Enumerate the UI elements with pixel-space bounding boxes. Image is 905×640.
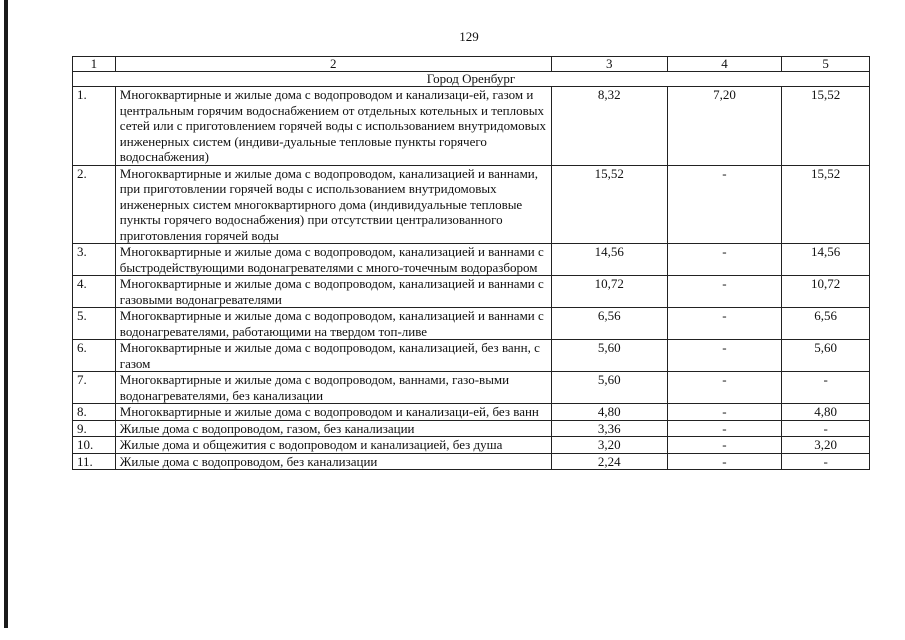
column-5-value: 3,20	[782, 437, 870, 454]
row-description-cell: Жилые дома с водопроводом, без канализации	[115, 453, 551, 470]
column-number-cell: 4	[667, 57, 782, 72]
column-4-value: -	[667, 340, 782, 372]
column-3-value: 4,80	[551, 404, 667, 421]
table-row	[73, 437, 870, 454]
column-3-value: 14,56	[551, 244, 667, 276]
row-description-cell: Многоквартирные и жилые дома с водопроводом и канализаци-ей, без ванн	[115, 404, 551, 421]
page-number: 129	[459, 29, 479, 44]
column-number-cell: 2	[115, 57, 551, 72]
column-4-value: -	[667, 404, 782, 421]
column-5-value: 15,52	[782, 87, 870, 166]
column-3-value: 2,24	[551, 453, 667, 470]
column-4-value: -	[667, 372, 782, 404]
column-number-cell: 3	[551, 57, 667, 72]
column-4-value: -	[667, 453, 782, 470]
section-title: Город Оренбург	[73, 72, 870, 87]
row-number-cell: 6.	[73, 340, 116, 372]
column-number-row	[73, 57, 870, 72]
table-row	[73, 308, 870, 340]
row-number-cell: 4.	[73, 276, 116, 308]
row-number-cell: 11.	[73, 453, 116, 470]
column-3-value: 3,36	[551, 420, 667, 437]
table-row	[73, 453, 870, 470]
row-description-cell: Многоквартирные и жилые дома с водопроводом и канализаци-ей, газом и центральным горячим водоснабжением от отдельных котельных и тепловых сетей или с приготовлением горячей воды с использованием внутридомовых инженерных систем (индиви-дуальные тепловые пункты горячего водоснабжения)	[115, 87, 551, 166]
table-row	[73, 420, 870, 437]
column-5-value: 4,80	[782, 404, 870, 421]
column-3-value: 10,72	[551, 276, 667, 308]
row-number-cell: 9.	[73, 420, 116, 437]
column-5-value: 5,60	[782, 340, 870, 372]
row-number-cell: 5.	[73, 308, 116, 340]
column-3-value: 3,20	[551, 437, 667, 454]
column-5-value: 10,72	[782, 276, 870, 308]
norms-table	[72, 56, 870, 470]
row-description-cell: Многоквартирные и жилые дома с водопроводом, канализацией и ваннами, при приготовлении горячей воды с использованием внутридомовых инженерных систем многоквартирного дома (индивидуальные тепловые пункты горячего водоснабжения) при отсутствии централизованного приготовления горячей воды	[115, 165, 551, 244]
table-row	[73, 244, 870, 276]
row-number-cell: 3.	[73, 244, 116, 276]
row-number-cell: 10.	[73, 437, 116, 454]
table-row	[73, 340, 870, 372]
column-3-value: 15,52	[551, 165, 667, 244]
scan-margin-bar	[4, 0, 8, 628]
column-3-value: 6,56	[551, 308, 667, 340]
column-5-value: 6,56	[782, 308, 870, 340]
row-description-cell: Многоквартирные и жилые дома с водопроводом, канализацией, без ванн, с газом	[115, 340, 551, 372]
column-4-value: -	[667, 420, 782, 437]
column-5-value: 14,56	[782, 244, 870, 276]
column-4-value: -	[667, 165, 782, 244]
column-5-value: -	[782, 420, 870, 437]
row-description-cell: Жилые дома и общежития с водопроводом и канализацией, без душа	[115, 437, 551, 454]
column-5-value: 15,52	[782, 165, 870, 244]
column-3-value: 5,60	[551, 372, 667, 404]
table-row	[73, 276, 870, 308]
row-description-cell: Многоквартирные и жилые дома с водопроводом, ваннами, газо-выми водонагревателями, без канализации	[115, 372, 551, 404]
row-number-cell: 8.	[73, 404, 116, 421]
column-3-value: 8,32	[551, 87, 667, 166]
column-5-value: -	[782, 372, 870, 404]
column-number-cell: 5	[782, 57, 870, 72]
row-description-cell: Многоквартирные и жилые дома с водопроводом, канализацией и ваннами с быстродействующими водонагревателями с много-точечным водоразбором	[115, 244, 551, 276]
table-row	[73, 372, 870, 404]
row-description-cell: Многоквартирные и жилые дома с водопроводом, канализацией и ваннами с водонагревателями, работающими на твердом топ-ливе	[115, 308, 551, 340]
column-3-value: 5,60	[551, 340, 667, 372]
column-4-value: 7,20	[667, 87, 782, 166]
table-row	[73, 87, 870, 166]
row-description-cell: Многоквартирные и жилые дома с водопроводом, канализацией и ваннами с газовыми водонагревателями	[115, 276, 551, 308]
row-number-cell: 1.	[73, 87, 116, 166]
column-4-value: -	[667, 244, 782, 276]
column-number-cell: 1	[73, 57, 116, 72]
column-4-value: -	[667, 437, 782, 454]
row-number-cell: 2.	[73, 165, 116, 244]
row-description-cell: Жилые дома с водопроводом, газом, без канализации	[115, 420, 551, 437]
row-number-cell: 7.	[73, 372, 116, 404]
column-4-value: -	[667, 308, 782, 340]
column-5-value: -	[782, 453, 870, 470]
section-title-row	[73, 72, 870, 87]
table-row	[73, 165, 870, 244]
table-row	[73, 404, 870, 421]
column-4-value: -	[667, 276, 782, 308]
